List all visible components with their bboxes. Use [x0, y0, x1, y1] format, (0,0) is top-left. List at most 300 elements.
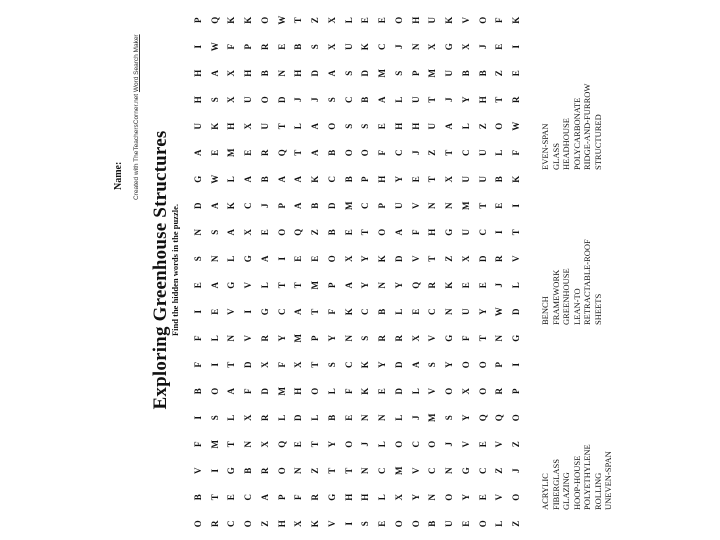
grid-cell: F	[192, 335, 203, 341]
grid-cell: U	[192, 123, 203, 130]
grid-cell: P	[360, 176, 371, 182]
grid-cell: V	[410, 255, 421, 262]
grid-cell: F	[276, 362, 287, 368]
grid-cell: Z	[444, 255, 455, 262]
grid-cell: N	[444, 308, 455, 315]
grid-cell: H	[343, 493, 354, 501]
grid-cell: R	[494, 255, 505, 262]
grid-cell: Y	[410, 494, 421, 501]
grid-cell: T	[444, 149, 455, 156]
grid-cell: U	[259, 123, 270, 130]
word-list-item: FRAMEWORK	[550, 269, 561, 325]
grid-cell: J	[310, 97, 321, 102]
grid-cell: A	[192, 149, 203, 156]
grid-cell: M	[209, 440, 220, 449]
grid-cell: Z	[494, 70, 505, 77]
grid-cell: B	[343, 176, 354, 183]
grid-cell: H	[393, 122, 404, 130]
grid-cell: V	[494, 441, 505, 448]
grid-cell: M	[343, 201, 354, 210]
grid-cell: D	[326, 202, 337, 209]
grid-cell: L	[226, 176, 237, 183]
grid-cell: I	[494, 230, 505, 235]
grid-cell: T	[293, 282, 304, 289]
grid-cell: M	[226, 148, 237, 157]
grid-cell: T	[310, 441, 321, 448]
grid-cell: J	[293, 97, 304, 102]
grid-cell: W	[209, 42, 220, 52]
grid-cell: C	[360, 202, 371, 209]
grid-cell: A	[293, 202, 304, 209]
grid-cell: O	[259, 96, 270, 104]
grid-cell: B	[259, 70, 270, 77]
grid-cell: V	[410, 202, 421, 209]
grid-cell: N	[192, 229, 203, 236]
grid-cell: I	[511, 204, 522, 208]
grid-cell: O	[477, 387, 488, 395]
grid-cell: H	[427, 228, 438, 236]
grid-cell: W	[276, 15, 287, 25]
grid-cell: R	[427, 282, 438, 289]
grid-cell: E	[293, 441, 304, 448]
grid-cell: X	[326, 43, 337, 50]
grid-cell: D	[192, 202, 203, 209]
grid-cell: S	[209, 229, 220, 235]
grid-cell: S	[427, 362, 438, 368]
grid-cell: I	[209, 469, 220, 473]
grid-cell: O	[326, 255, 337, 263]
grid-cell: P	[511, 388, 522, 394]
grid-cell: A	[326, 70, 337, 77]
word-list-item: FIBERGLASS	[550, 458, 561, 510]
grid-cell: Y	[326, 441, 337, 448]
grid-cell: E	[226, 494, 237, 501]
grid-cell: L	[511, 282, 522, 289]
grid-cell: X	[226, 70, 237, 77]
grid-cell: U	[243, 96, 254, 103]
grid-cell: V	[427, 388, 438, 395]
grid-cell: N	[293, 467, 304, 474]
grid-cell: C	[276, 308, 287, 315]
grid-cell: E	[209, 308, 220, 315]
grid-cell: P	[276, 494, 287, 500]
word-list-item: POLYETHYLENE	[582, 444, 592, 510]
grid-cell: X	[460, 388, 471, 395]
grid-cell: I	[343, 522, 354, 526]
grid-cell: C	[477, 229, 488, 236]
grid-cell: B	[259, 176, 270, 183]
grid-cell: U	[427, 123, 438, 130]
grid-cell: K	[511, 175, 522, 183]
grid-cell: Y	[393, 176, 404, 183]
word-list-item: STRUCTURED	[592, 114, 603, 170]
grid-cell: R	[494, 388, 505, 395]
grid-cell: L	[410, 388, 421, 395]
word-list-item: GREENHOUSE	[561, 268, 571, 325]
grid-cell: Y	[360, 255, 371, 262]
grid-cell: O	[343, 440, 354, 448]
grid-cell: F	[494, 17, 505, 23]
grid-cell: X	[259, 441, 270, 448]
grid-cell: V	[427, 335, 438, 342]
grid-cell: O	[511, 493, 522, 501]
grid-cell: R	[209, 520, 220, 527]
grid-cell: Q	[276, 149, 287, 157]
word-list-item: RETRACTABLE-ROOF	[582, 239, 592, 325]
grid-cell: F	[192, 441, 203, 447]
grid-cell: X	[293, 361, 304, 368]
word-list-item: LEAN-TO	[571, 288, 582, 325]
grid-cell: U	[343, 43, 354, 50]
grid-cell: H	[293, 69, 304, 77]
grid-cell: E	[377, 17, 388, 24]
grid-cell: C	[343, 96, 354, 103]
credit-line	[133, 34, 140, 200]
puzzle-instructions: Find the hidden words in the puzzle.	[170, 204, 180, 337]
grid-cell: U	[460, 308, 471, 315]
grid-cell: J	[444, 97, 455, 102]
grid-cell: S	[326, 362, 337, 368]
grid-cell: O	[276, 467, 287, 475]
grid-cell: Y	[460, 414, 471, 421]
grid-cell: S	[209, 415, 220, 421]
grid-cell: A	[209, 202, 220, 209]
word-list-col-2	[540, 239, 603, 325]
grid-cell: J	[393, 44, 404, 49]
grid-cell: A	[410, 361, 421, 368]
grid-cell: X	[460, 43, 471, 50]
grid-cell: A	[293, 176, 304, 183]
grid-cell: E	[477, 494, 488, 501]
grid-cell: A	[226, 229, 237, 236]
grid-cell: S	[326, 97, 337, 103]
grid-cell: A	[243, 176, 254, 183]
grid-cell: B	[326, 229, 337, 236]
grid-cell: I	[192, 310, 203, 314]
grid-cell: O	[477, 16, 488, 24]
grid-cell: P	[243, 44, 254, 50]
grid-cell: A	[226, 388, 237, 395]
grid-cell: N	[427, 494, 438, 501]
grid-cell: A	[343, 282, 354, 289]
grid-cell: L	[226, 255, 237, 262]
grid-cell: I	[192, 416, 203, 420]
grid-cell: E	[343, 414, 354, 421]
grid-cell: T	[427, 176, 438, 183]
grid-cell: Q	[410, 281, 421, 289]
grid-cell: S	[209, 97, 220, 103]
grid-cell: Q	[494, 414, 505, 422]
grid-cell: B	[192, 388, 203, 395]
grid-cell: O	[343, 149, 354, 157]
grid-cell: D	[310, 70, 321, 77]
grid-cell: F	[377, 150, 388, 156]
grid-cell: U	[477, 176, 488, 183]
grid-cell: J	[477, 44, 488, 49]
grid-cell: T	[477, 202, 488, 209]
grid-cell: Y	[477, 308, 488, 315]
grid-cell: A	[209, 282, 220, 289]
grid-cell: H	[360, 493, 371, 501]
grid-cell: X	[243, 414, 254, 421]
puzzle-title: Exploring Greenhouse Structures	[150, 130, 171, 410]
grid-cell: F	[343, 388, 354, 394]
grid-cell: E	[192, 282, 203, 289]
grid-cell: O	[477, 361, 488, 369]
grid-cell: X	[293, 520, 304, 527]
grid-cell: N	[209, 255, 220, 262]
grid-cell: R	[259, 43, 270, 50]
grid-cell: O	[276, 228, 287, 236]
grid-cell: L	[377, 441, 388, 448]
grid-cell: X	[343, 255, 354, 262]
grid-cell: Z	[494, 467, 505, 474]
grid-cell: R	[393, 335, 404, 342]
grid-cell: Z	[511, 520, 522, 527]
grid-cell: O	[410, 520, 421, 528]
grid-cell: D	[259, 388, 270, 395]
grid-cell: O	[209, 387, 220, 395]
grid-cell: H	[410, 16, 421, 24]
grid-cell: C	[460, 149, 471, 156]
grid-cell: R	[259, 335, 270, 342]
grid-cell: T	[226, 441, 237, 448]
grid-cell: S	[192, 256, 203, 262]
grid-cell: Z	[511, 441, 522, 448]
grid-cell: Z	[259, 520, 270, 527]
word-list-col-3	[540, 84, 603, 170]
grid-cell: U	[444, 520, 455, 527]
grid-cell: Q	[477, 414, 488, 422]
grid-cell: Q	[276, 440, 287, 448]
grid-cell: C	[326, 176, 337, 183]
grid-cell: L	[494, 149, 505, 156]
grid-cell: Y	[444, 361, 455, 368]
grid-cell: G	[460, 467, 471, 475]
grid-cell: C	[477, 467, 488, 474]
grid-cell: N	[494, 335, 505, 342]
grid-cell: G	[259, 308, 270, 316]
grid-cell: W	[209, 174, 220, 184]
grid-cell: L	[226, 414, 237, 421]
grid-cell: B	[377, 308, 388, 315]
grid-cell: X	[427, 43, 438, 50]
grid-cell: O	[511, 414, 522, 422]
grid-cell: D	[276, 96, 287, 103]
grid-cell: S	[444, 415, 455, 421]
grid-cell: P	[192, 17, 203, 23]
grid-cell: S	[360, 335, 371, 341]
grid-cell: C	[410, 441, 421, 448]
grid-cell: G	[511, 334, 522, 342]
grid-cell: V	[410, 467, 421, 474]
word-list-item: ACRYLIC	[540, 473, 550, 510]
grid-cell: A	[393, 229, 404, 236]
grid-cell: T	[293, 17, 304, 24]
grid-cell: K	[310, 175, 321, 183]
grid-cell: O	[243, 520, 254, 528]
grid-cell: H	[276, 520, 287, 528]
grid-cell: P	[377, 203, 388, 209]
grid-cell: L	[393, 414, 404, 421]
grid-cell: N	[360, 467, 371, 474]
grid-cell: D	[243, 361, 254, 368]
grid-cell: J	[410, 150, 421, 155]
grid-cell: K	[360, 361, 371, 369]
grid-cell: A	[310, 123, 321, 130]
grid-cell: B	[460, 70, 471, 77]
word-list-item: UNEVEN-SPAN	[603, 451, 613, 510]
grid-cell: R	[259, 467, 270, 474]
grid-cell: F	[326, 309, 337, 315]
grid-cell: B	[360, 96, 371, 103]
grid-cell: U	[427, 17, 438, 24]
grid-cell: P	[310, 335, 321, 341]
credit-link[interactable]: Word Search Maker	[133, 34, 140, 93]
grid-cell: A	[276, 176, 287, 183]
grid-cell: S	[393, 70, 404, 76]
grid-cell: S	[343, 123, 354, 129]
grid-cell: Y	[377, 361, 388, 368]
grid-cell: E	[460, 282, 471, 289]
grid-cell: A	[293, 308, 304, 315]
grid-cell: B	[326, 149, 337, 156]
grid-cell: W	[494, 307, 505, 317]
grid-cell: C	[360, 308, 371, 315]
grid-cell: U	[410, 96, 421, 103]
grid-cell: B	[192, 494, 203, 501]
grid-cell: T	[310, 361, 321, 368]
grid-cell: K	[444, 281, 455, 289]
grid-cell: H	[293, 387, 304, 395]
grid-cell: L	[259, 282, 270, 289]
grid-cell: M	[293, 334, 304, 343]
grid-cell: V	[494, 494, 505, 501]
grid-cell: C	[393, 149, 404, 156]
grid-cell: O	[393, 16, 404, 24]
grid-cell: O	[259, 16, 270, 24]
grid-cell: C	[243, 494, 254, 501]
grid-cell: F	[293, 494, 304, 500]
grid-cell: M	[276, 387, 287, 396]
grid-cell: K	[343, 308, 354, 316]
grid-cell: M	[377, 69, 388, 78]
name-label: Name:	[113, 161, 124, 190]
grid-cell: Z	[310, 17, 321, 24]
grid-cell: B	[494, 176, 505, 183]
grid-cell: D	[393, 388, 404, 395]
word-list-item: HEADHOUSE	[561, 118, 571, 170]
grid-cell: N	[377, 414, 388, 421]
grid-cell: T	[276, 282, 287, 289]
grid-cell: O	[326, 122, 337, 130]
grid-cell: C	[377, 43, 388, 50]
grid-cell: N	[226, 335, 237, 342]
grid-cell: R	[511, 96, 522, 103]
grid-cell: J	[511, 468, 522, 473]
grid-cell: N	[410, 43, 421, 50]
grid-cell: J	[410, 415, 421, 420]
grid-cell: F	[192, 362, 203, 368]
grid-cell: H	[192, 96, 203, 104]
grid-cell: T	[326, 467, 337, 474]
grid-cell: H	[377, 175, 388, 183]
word-list-item: RIDGE-AND-FURROW	[582, 83, 592, 170]
grid-cell: Q	[293, 228, 304, 236]
grid-cell: F	[410, 229, 421, 235]
grid-cell: V	[326, 520, 337, 527]
word-list-item: GLAZING	[561, 472, 571, 510]
grid-cell: A	[444, 123, 455, 130]
grid-cell: P	[326, 282, 337, 288]
word-list-item: GLASS	[550, 143, 561, 170]
grid-cell: O	[427, 440, 438, 448]
grid-cell: Z	[310, 467, 321, 474]
grid-cell: O	[444, 493, 455, 501]
grid-cell: U	[393, 202, 404, 209]
grid-cell: P	[410, 70, 421, 76]
grid-cell: V	[243, 282, 254, 289]
grid-cell: G	[326, 493, 337, 501]
grid-cell: T	[293, 149, 304, 156]
word-list-item: ROLLING	[592, 472, 603, 510]
grid-cell: R	[377, 335, 388, 342]
grid-cell: I	[511, 363, 522, 367]
grid-cell: Y	[326, 335, 337, 342]
grid-cell: Y	[460, 494, 471, 501]
grid-cell: U	[460, 229, 471, 236]
grid-cell: X	[243, 123, 254, 130]
grid-cell: G	[192, 175, 203, 183]
word-list-col-1	[540, 444, 614, 510]
grid-cell: J	[494, 283, 505, 288]
grid-cell: N	[360, 414, 371, 421]
grid-cell: X	[393, 494, 404, 501]
grid-cell: K	[360, 43, 371, 51]
grid-cell: X	[410, 335, 421, 342]
grid-cell: K	[226, 202, 237, 210]
grid-cell: Z	[427, 149, 438, 156]
grid-cell: L	[460, 123, 471, 130]
grid-cell: S	[343, 70, 354, 76]
grid-cell: O	[310, 387, 321, 395]
grid-cell: K	[226, 16, 237, 24]
grid-cell: T	[427, 96, 438, 103]
grid-cell: L	[293, 123, 304, 130]
grid-cell: E	[310, 255, 321, 262]
grid-cell: F	[511, 150, 522, 156]
grid-cell: C	[343, 361, 354, 368]
grid-cell: T	[511, 229, 522, 236]
grid-cell: T	[310, 308, 321, 315]
grid-cell: S	[360, 123, 371, 129]
grid-cell: G	[226, 467, 237, 475]
grid-cell: E	[477, 441, 488, 448]
grid-cell: D	[477, 255, 488, 262]
grid-cell: L	[209, 335, 220, 342]
grid-cell: K	[360, 387, 371, 395]
grid-cell: T	[276, 123, 287, 130]
grid-cell: M	[427, 413, 438, 422]
grid-cell: A	[259, 494, 270, 501]
grid-cell: H	[192, 69, 203, 77]
grid-cell: E	[410, 308, 421, 315]
grid-cell: D	[360, 70, 371, 77]
grid-cell: K	[511, 16, 522, 24]
grid-cell: N	[444, 202, 455, 209]
grid-cell: I	[276, 257, 287, 261]
grid-cell: V	[226, 308, 237, 315]
